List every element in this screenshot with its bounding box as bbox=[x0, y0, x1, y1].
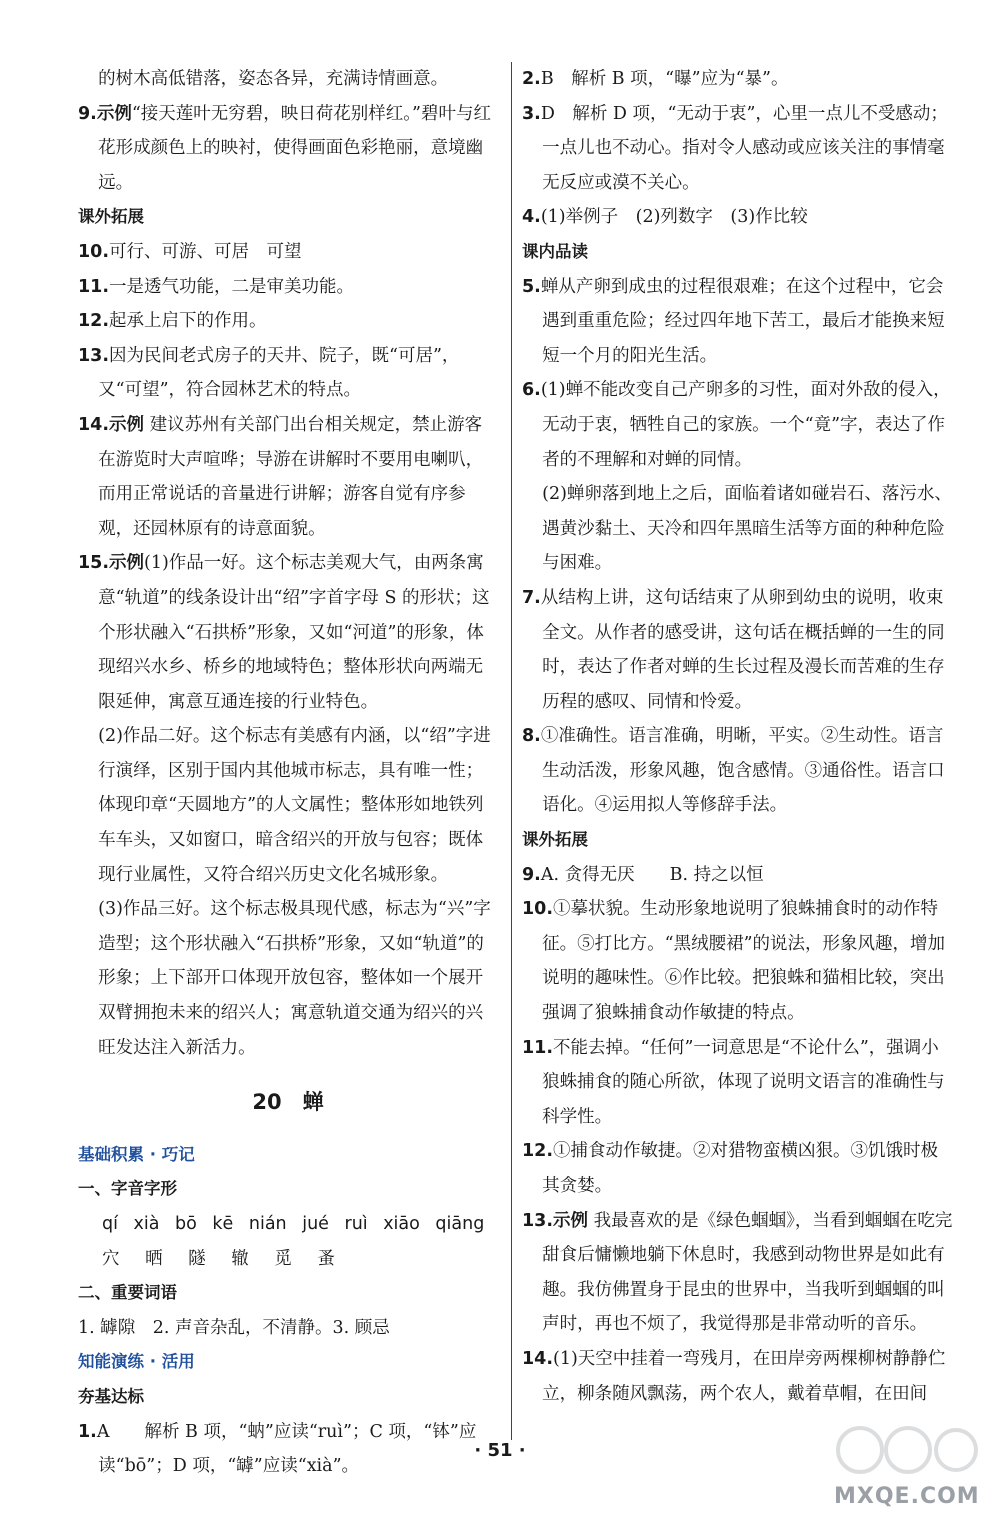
sub-heading: 一、字音字形 bbox=[78, 1179, 177, 1199]
continued-text: 的树木高低错落，姿态各异，充满诗情画意。 bbox=[98, 69, 449, 89]
answer-10: 10.①摹状貌。生动形象地说明了狼蛛捕食时的动作特征。⑤打比方。“黑绒腰裙”的说法，形象风趣，增加说明的趣味性。⑥作比较。把狼蛛和猫相比较，突出强调了狼蛛捕食动作敏捷的特点。 bbox=[522, 899, 946, 1024]
answer-15-part3: (3)作品三好。这个标志极具现代感，标志为“兴”字造型；这个形状融入“石拱桥”形象，又如“轨道”的形象；上下部开口体现开放包容，整体如一个展开双臂拥抱未来的绍兴人；寓意轨道交通为绍兴的兴旺发达注入新活力。 bbox=[98, 899, 491, 1058]
answer-11: 11.一是透气功能，二是审美功能。 bbox=[78, 276, 355, 297]
blue-section-heading: 基础积累 · 巧记 bbox=[78, 1144, 195, 1164]
answer-9: 9.示例“接天莲叶无穷碧，映日荷花别样红。”碧叶与红花形成颜色上的映衬，使得画面色彩艳丽，意境幽远。 bbox=[78, 103, 491, 193]
section-heading: 课内品读 bbox=[522, 241, 588, 261]
section-heading: 夯基达标 bbox=[78, 1386, 144, 1406]
section-heading: 课外拓展 bbox=[522, 830, 588, 850]
answer-14: 14.(1)天空中挂着一弯残月，在田岸旁两棵柳树静静伫立，柳条随风飘荡，两个农人，戴着草帽，在田间 bbox=[522, 1348, 946, 1404]
answer-11: 11.不能去掉。“任何”一词意思是“不论什么”，强调小狼蛛捕食的随心所欲，体现了说明文语言的准确性与科学性。 bbox=[522, 1037, 945, 1127]
blue-section-heading: 知能演练 · 活用 bbox=[78, 1352, 195, 1372]
right-column bbox=[522, 62, 954, 1411]
character-line: 穴 晒 隧 辙 觅 蚤 bbox=[102, 1248, 345, 1269]
answer-6-part2: (2)蝉卵落到地上之后，面临着诸如碰岩石、落污水、遇黄沙黏土、天冷和四年黑暗生活等方面的种种危险与困难。 bbox=[542, 484, 952, 574]
answer-8: 8.①准确性。语言准确，明晰，平实。②生动性。语言生动活泼，形象风趣，饱含感情。③通俗性。语言口语化。④运用拟人等修辞手法。 bbox=[522, 726, 945, 816]
answer-13: 13.因为民间老式房子的天井、院子，既“可居”，又“可望”，符合园林艺术的特点。 bbox=[78, 345, 460, 401]
pinyin-line: qí xià bō kē nián jué ruì xiāo qiāng bbox=[102, 1214, 485, 1234]
answer-2: 2.B 解析 B 项，“曝”应为“暴”。 bbox=[522, 69, 789, 89]
answer-1: 1.A 解析 B 项，“蚋”应读“ruì”；C 项，“钵”应读“bō”；D 项，“罅”应读“xià”。 bbox=[78, 1421, 477, 1477]
answer-6: 6.(1)蝉不能改变自己产卵多的习性，面对外敌的侵入，无动于衷，牺牲自己的家族。一个“竟”字，表达了作者的不理解和对蝉的同情。 bbox=[522, 380, 951, 470]
answer-12: 12.起承上启下的作用。 bbox=[78, 311, 267, 332]
column-divider bbox=[511, 62, 512, 1440]
answer-12: 12.①捕食动作敏捷。②对猎物蛮横凶狠。③饥饿时极其贪婪。 bbox=[522, 1141, 939, 1196]
page-number: · 51 · bbox=[474, 1440, 526, 1461]
section-heading: 课外拓展 bbox=[78, 207, 144, 227]
left-column bbox=[78, 62, 498, 1484]
answer-9: 9.A. 贪得无厌 B. 持之以恒 bbox=[522, 864, 764, 885]
answer-15-part2: (2)作品二好。这个标志有美感有内涵，以“绍”字进行演绎，区别于国内其他城市标志，具有唯一性；体现印章“天圆地方”的人文属性；整体形如地铁列车车头，又如窗口，暗含绍兴的开放与包容；既体现行业属性，又符合绍兴历史文化名城形象。 bbox=[98, 726, 491, 885]
answer-5: 5.蝉从产卵到成虫的过程很艰难；在这个过程中，它会遇到重重危险；经过四年地下苦工，最后才能换来短短一个月的阳光生活。 bbox=[522, 276, 945, 366]
answer-15: 15.示例(1)作品一好。这个标志美观大气，由两条寓意“轨道”的线条设计出“绍”字首字母 S 的形状；这个形状融入“石拱桥”形象，又如“河道”的形象，体现绍兴水乡、桥乡的地域特色；整体形状向两端无限延伸，寓意互通连接的行业特色。 bbox=[78, 553, 490, 712]
sub-heading: 二、重要词语 bbox=[78, 1283, 177, 1303]
lesson-title: 20 蝉 bbox=[252, 1090, 324, 1115]
answer-7: 7.从结构上讲，这句话结束了从卵到幼虫的说明，收束全文。从作者的感受讲，这句话在概括蝉的一生的同时，表达了作者对蝉的生长过程及漫长而苦难的生存历程的感叹、同情和怜爱。 bbox=[522, 587, 945, 712]
answer-14: 14.示例 建议苏州有关部门出台相关规定，禁止游客在游览时大声喧哗；导游在讲解时不要用电喇叭，而用正常说话的音量进行讲解；游客自觉有序参观，还园林原有的诗意面貌。 bbox=[78, 414, 484, 539]
vocabulary-answers: 1. 罅隙 2. 声音杂乱，不清静。3. 顾忌 bbox=[78, 1317, 390, 1338]
watermark-text: MXQE.COM bbox=[834, 1484, 980, 1509]
answer-13: 13.示例 我最喜欢的是《绿色蝈蝈》，当看到蝈蝈在吃完甜食后慵懒地躺下休息时，我感到动物世界是如此有趣。我仿佛置身于昆虫的世界中，当我听到蝈蝈的叫声时，再也不烦了，我觉得那是非常动听的音乐。 bbox=[522, 1210, 953, 1335]
answer-3: 3.D 解析 D 项，“无动于衷”，心里一点儿不受感动；一点儿也不动心。指对令人感动或应该关注的事情毫无反应或漠不关心。 bbox=[522, 103, 948, 193]
answer-10: 10.可行、可游、可居 可望 bbox=[78, 241, 302, 262]
answer-4: 4.(1)举例子 (2)列数字 (3)作比较 bbox=[522, 207, 808, 228]
